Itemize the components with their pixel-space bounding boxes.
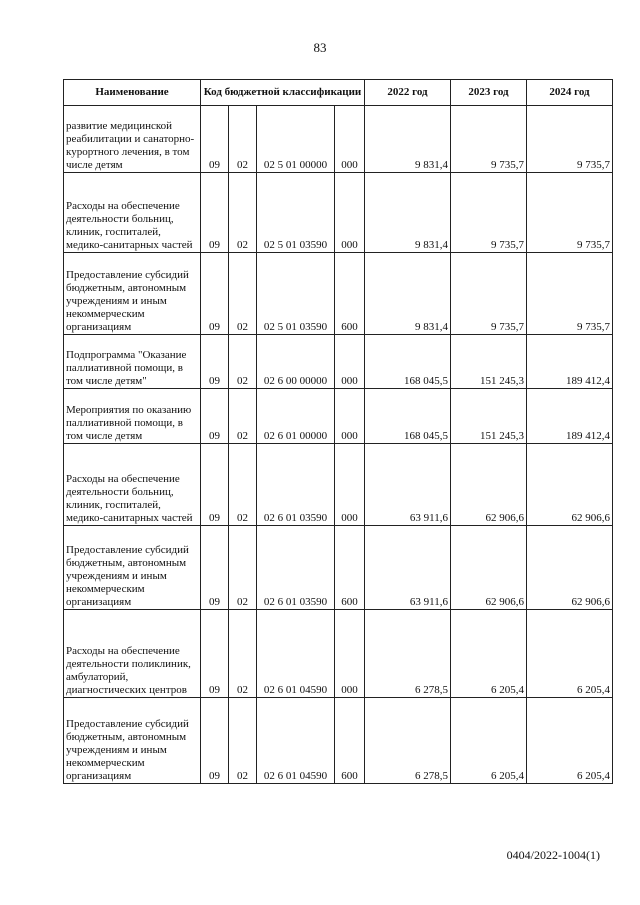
row-value-2022: 63 911,6 bbox=[365, 526, 451, 610]
row-code-type: 000 bbox=[335, 389, 365, 444]
row-value-2024: 189 412,4 bbox=[527, 335, 613, 389]
row-value-2023: 9 735,7 bbox=[451, 253, 527, 335]
table-row bbox=[64, 526, 613, 610]
row-value-2023: 62 906,6 bbox=[451, 526, 527, 610]
table-row bbox=[64, 610, 613, 698]
header-2023: 2023 год bbox=[451, 80, 527, 106]
row-name: Расходы на обеспечение деятельности больниц, клиник, госпиталей, медико-санитарных частей bbox=[64, 173, 201, 253]
row-code-target: 02 5 01 00000 bbox=[257, 106, 335, 173]
row-value-2024: 6 205,4 bbox=[527, 610, 613, 698]
row-value-2022: 6 278,5 bbox=[365, 698, 451, 784]
row-value-2024: 9 735,7 bbox=[527, 253, 613, 335]
row-code-section: 09 bbox=[201, 173, 229, 253]
row-code-subsection: 02 bbox=[229, 335, 257, 389]
row-code-target: 02 6 00 00000 bbox=[257, 335, 335, 389]
row-code-section: 09 bbox=[201, 389, 229, 444]
row-value-2022: 9 831,4 bbox=[365, 106, 451, 173]
row-name: Расходы на обеспечение деятельности больниц, клиник, госпиталей, медико-санитарных частей bbox=[64, 444, 201, 526]
row-code-type: 000 bbox=[335, 444, 365, 526]
row-code-target: 02 6 01 03590 bbox=[257, 444, 335, 526]
row-value-2024: 62 906,6 bbox=[527, 526, 613, 610]
header-code: Код бюджетной классификации bbox=[201, 80, 365, 106]
row-name: Предоставление субсидий бюджетным, автономным учреждениям и иным некоммерческим организациям bbox=[64, 698, 201, 784]
row-name: Предоставление субсидий бюджетным, автономным учреждениям и иным некоммерческим организациям bbox=[64, 526, 201, 610]
row-code-section: 09 bbox=[201, 253, 229, 335]
row-name: Мероприятия по оказанию паллиативной помощи, в том числе детям bbox=[64, 389, 201, 444]
row-code-target: 02 6 01 03590 bbox=[257, 526, 335, 610]
row-code-section: 09 bbox=[201, 444, 229, 526]
row-code-subsection: 02 bbox=[229, 526, 257, 610]
row-code-subsection: 02 bbox=[229, 173, 257, 253]
row-code-type: 000 bbox=[335, 335, 365, 389]
row-value-2022: 168 045,5 bbox=[365, 389, 451, 444]
row-code-target: 02 6 01 04590 bbox=[257, 698, 335, 784]
header-2024: 2024 год bbox=[527, 80, 613, 106]
row-name: Предоставление субсидий бюджетным, автономным учреждениям и иным некоммерческим организациям bbox=[64, 253, 201, 335]
row-code-section: 09 bbox=[201, 610, 229, 698]
row-code-subsection: 02 bbox=[229, 698, 257, 784]
row-code-type: 600 bbox=[335, 698, 365, 784]
row-code-target: 02 5 01 03590 bbox=[257, 253, 335, 335]
row-value-2022: 6 278,5 bbox=[365, 610, 451, 698]
row-code-target: 02 6 01 00000 bbox=[257, 389, 335, 444]
row-code-target: 02 6 01 04590 bbox=[257, 610, 335, 698]
row-code-section: 09 bbox=[201, 698, 229, 784]
row-code-section: 09 bbox=[201, 106, 229, 173]
table-row bbox=[64, 335, 613, 389]
row-value-2023: 151 245,3 bbox=[451, 389, 527, 444]
row-code-section: 09 bbox=[201, 526, 229, 610]
row-code-subsection: 02 bbox=[229, 253, 257, 335]
document-code: 0404/2022-1004(1) bbox=[506, 848, 600, 862]
row-value-2022: 9 831,4 bbox=[365, 173, 451, 253]
row-value-2024: 9 735,7 bbox=[527, 106, 613, 173]
row-name: Подпрограмма "Оказание паллиативной помощи, в том числе детям" bbox=[64, 335, 201, 389]
row-code-subsection: 02 bbox=[229, 444, 257, 526]
row-code-type: 000 bbox=[335, 173, 365, 253]
row-value-2024: 9 735,7 bbox=[527, 173, 613, 253]
row-value-2024: 62 906,6 bbox=[527, 444, 613, 526]
row-code-subsection: 02 bbox=[229, 106, 257, 173]
row-value-2023: 62 906,6 bbox=[451, 444, 527, 526]
header-name: Наименование bbox=[64, 80, 201, 106]
row-value-2023: 9 735,7 bbox=[451, 173, 527, 253]
table-row bbox=[64, 698, 613, 784]
row-name: Расходы на обеспечение деятельности поликлиник, амбулаторий, диагностических центров bbox=[64, 610, 201, 698]
budget-table bbox=[63, 79, 613, 784]
row-code-subsection: 02 bbox=[229, 389, 257, 444]
row-code-type: 600 bbox=[335, 253, 365, 335]
row-value-2023: 9 735,7 bbox=[451, 106, 527, 173]
row-value-2023: 151 245,3 bbox=[451, 335, 527, 389]
row-name: развитие медицинской реабилитации и санаторно-курортного лечения, в том числе детям bbox=[64, 106, 201, 173]
row-code-section: 09 bbox=[201, 335, 229, 389]
table-header-row bbox=[64, 80, 613, 106]
row-value-2022: 63 911,6 bbox=[365, 444, 451, 526]
table-row bbox=[64, 106, 613, 173]
table-row bbox=[64, 444, 613, 526]
row-code-type: 600 bbox=[335, 526, 365, 610]
row-code-type: 000 bbox=[335, 106, 365, 173]
row-value-2024: 189 412,4 bbox=[527, 389, 613, 444]
row-value-2023: 6 205,4 bbox=[451, 698, 527, 784]
row-value-2024: 6 205,4 bbox=[527, 698, 613, 784]
row-code-target: 02 5 01 03590 bbox=[257, 173, 335, 253]
table-row bbox=[64, 173, 613, 253]
row-value-2022: 168 045,5 bbox=[365, 335, 451, 389]
page-number: 83 bbox=[313, 40, 327, 55]
header-2022: 2022 год bbox=[365, 80, 451, 106]
row-code-type: 000 bbox=[335, 610, 365, 698]
row-value-2023: 6 205,4 bbox=[451, 610, 527, 698]
table-row bbox=[64, 253, 613, 335]
table-row bbox=[64, 389, 613, 444]
row-code-subsection: 02 bbox=[229, 610, 257, 698]
row-value-2022: 9 831,4 bbox=[365, 253, 451, 335]
